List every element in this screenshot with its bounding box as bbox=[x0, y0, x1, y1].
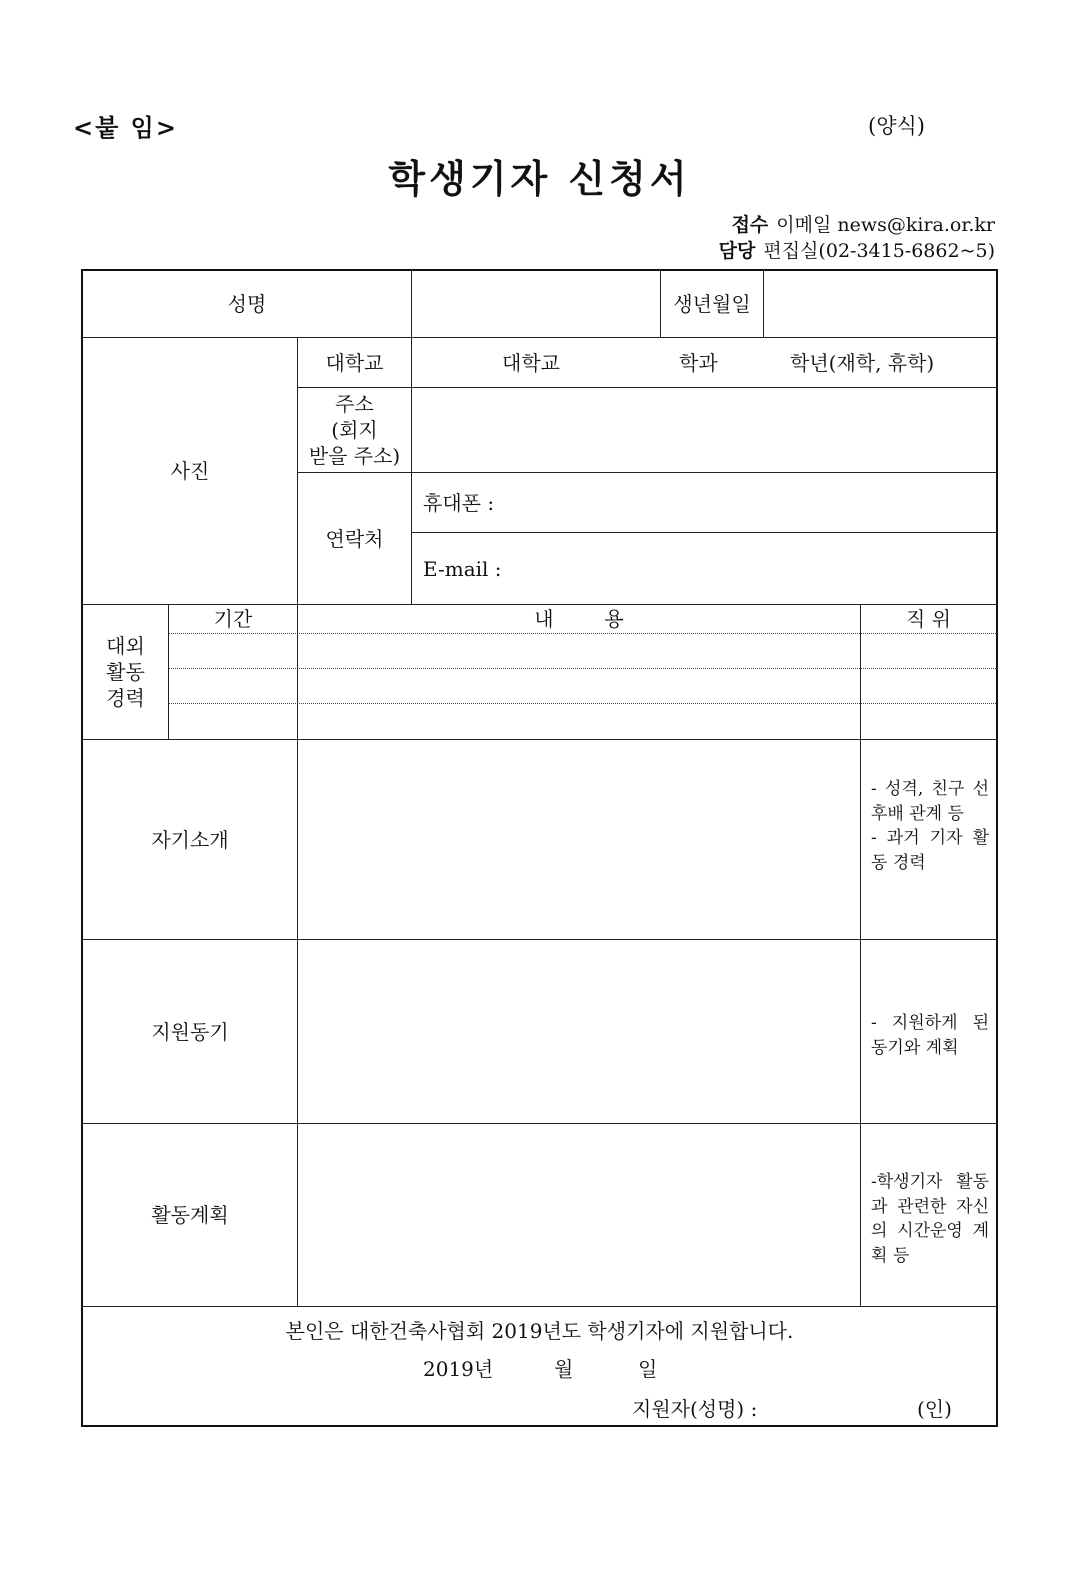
activity-label-line: 경력 bbox=[106, 686, 145, 710]
birth-label: 생년월일 bbox=[673, 292, 751, 316]
activity-label bbox=[83, 605, 168, 739]
email-label: E-mail : bbox=[423, 556, 502, 581]
activity-label-line: 활동 bbox=[106, 660, 145, 684]
university-fill-department: 학과 bbox=[679, 350, 718, 375]
receipt-value: 이메일 news@kira.or.kr bbox=[776, 214, 995, 236]
phone-field[interactable] bbox=[423, 473, 996, 532]
form-type-label: (양식) bbox=[868, 114, 925, 138]
intro-field[interactable] bbox=[298, 740, 860, 939]
address-label-line: 받을 주소) bbox=[308, 444, 401, 468]
photo-area[interactable]: 사진 bbox=[170, 459, 210, 483]
manager-label: 담당 bbox=[718, 240, 756, 262]
university-fill-grade: 학년(재학, 휴학) bbox=[790, 350, 935, 375]
address-label-line: (회지 bbox=[331, 418, 378, 442]
activity-label-line: 대외 bbox=[106, 634, 145, 658]
manager-info bbox=[719, 236, 995, 263]
contact-label: 연락처 bbox=[325, 526, 384, 551]
university-fill-university: 대학교 bbox=[502, 350, 560, 375]
manager-value: 편집실(02-3415-6862~5) bbox=[763, 240, 995, 262]
applicant-name-field[interactable] bbox=[783, 1387, 903, 1419]
date-month: 월 bbox=[554, 1357, 574, 1381]
receipt-label: 접수 bbox=[731, 214, 769, 236]
application-form bbox=[81, 269, 998, 1427]
address-field[interactable] bbox=[412, 388, 996, 472]
activity-col-content: 내 용 bbox=[534, 607, 624, 631]
motive-note: - 지원하게 된 동기와 계획 bbox=[871, 1013, 989, 1058]
applicant-statement: 본인은 대한건축사협회 2019년도 학생기자에 지원합니다. bbox=[285, 1319, 794, 1343]
address-label bbox=[298, 388, 411, 472]
name-label: 성명 bbox=[227, 292, 267, 316]
name-field[interactable] bbox=[412, 271, 660, 337]
intro-note: - 성격, 친구 선후배 관계 등 - 과거 기자 활동 경력 bbox=[871, 779, 989, 873]
address-label-line: 주소 bbox=[335, 392, 374, 416]
university-field[interactable] bbox=[412, 338, 996, 387]
receipt-info bbox=[732, 210, 995, 237]
birth-field[interactable] bbox=[764, 271, 996, 337]
activity-rows[interactable] bbox=[169, 634, 996, 739]
intro-label: 자기소개 bbox=[151, 827, 229, 852]
attachment-label: <붙 임> bbox=[73, 113, 178, 142]
plan-label: 활동계획 bbox=[151, 1203, 229, 1227]
phone-label: 휴대폰 : bbox=[423, 490, 495, 515]
plan-field[interactable] bbox=[298, 1124, 860, 1306]
activity-col-period: 기간 bbox=[213, 607, 253, 631]
applicant-name-label: 지원자(성명) : bbox=[632, 1397, 758, 1421]
seal-label: (인) bbox=[917, 1397, 952, 1421]
date-day: 일 bbox=[638, 1357, 658, 1381]
email-field[interactable] bbox=[423, 533, 996, 604]
date-year: 2019년 bbox=[423, 1357, 494, 1381]
motive-field[interactable] bbox=[298, 940, 860, 1123]
motive-label: 지원동기 bbox=[151, 1019, 229, 1044]
university-label: 대학교 bbox=[325, 350, 384, 375]
page-title: 학생기자 신청서 bbox=[388, 157, 691, 201]
activity-col-position: 직 위 bbox=[906, 607, 951, 631]
plan-note: -학생기자 활동과 관련한 자신의 시간운영 계획 등 bbox=[871, 1172, 989, 1266]
